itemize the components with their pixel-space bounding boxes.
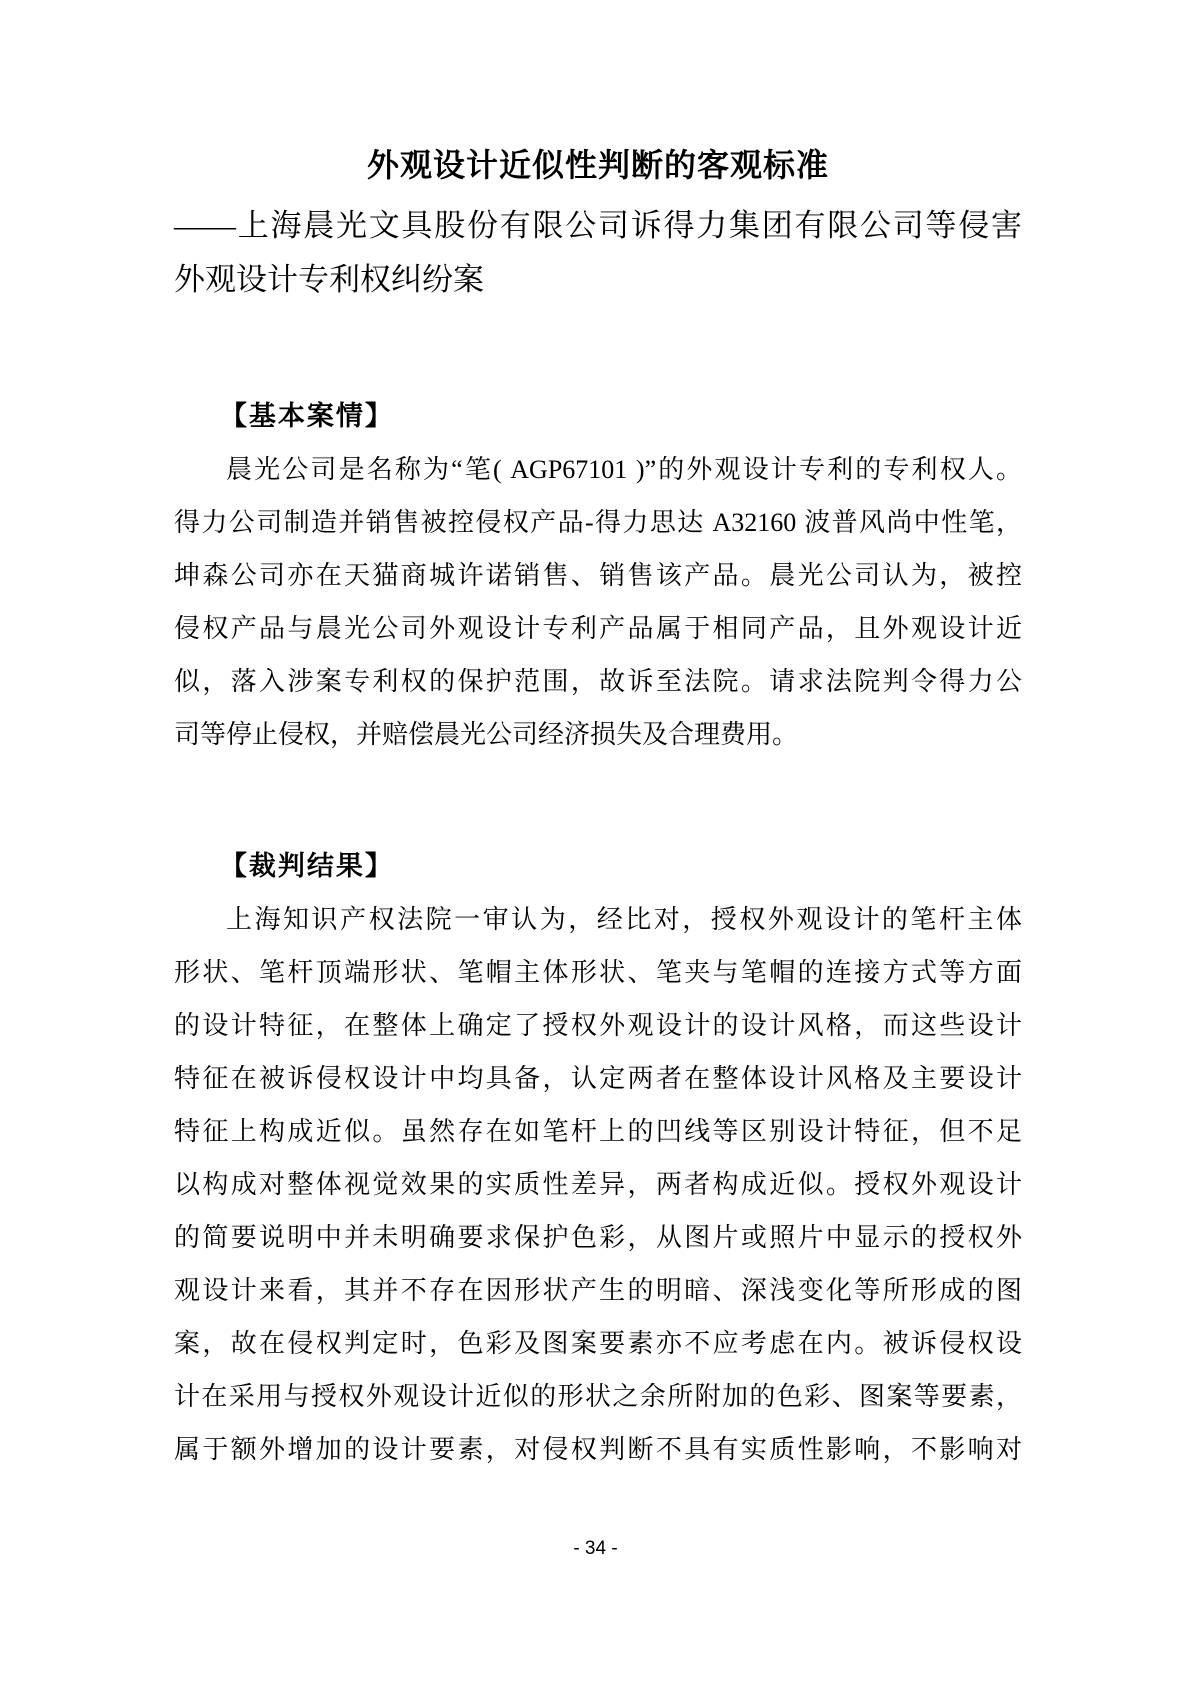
body-line: 的简要说明中并未明确要求保护色彩，从图片或照片中显示的授权外: [174, 1223, 1022, 1252]
body-line: 得力公司制造并销售被控侵权产品-得力思达 A32160 波普风尚中性笔，: [174, 508, 1022, 537]
document-title: 外观设计近似性判断的客观标准: [366, 147, 829, 183]
body-line: 案，故在侵权判定时，色彩及图案要素亦不应考虑在内。被诉侵权设: [174, 1329, 1022, 1358]
body-line: 的设计特征，在整体上确定了授权外观设计的设计风格，而这些设计: [174, 1011, 1022, 1040]
body-line: 以构成对整体视觉效果的实质性差异，两者构成近似。授权外观设计: [174, 1170, 1022, 1199]
body-line: 计在采用与授权外观设计近似的形状之余所附加的色彩、图案等要素，: [174, 1382, 1022, 1411]
body-line: 属于额外增加的设计要素，对侵权判断不具有实质性影响，不影响对: [174, 1435, 1022, 1464]
body-line: 形状、笔杆顶端形状、笔帽主体形状、笔夹与笔帽的连接方式等方面: [174, 958, 1022, 987]
body-line: 似，落入涉案专利权的保护范围，故诉至法院。请求法院判令得力公: [174, 667, 1022, 696]
section-heading-basic-facts: 【基本案情】: [219, 401, 394, 431]
body-line: 特征上构成近似。虽然存在如笔杆上的凹线等区别设计特征，但不足: [174, 1117, 1022, 1146]
body-line: 上海知识产权法院一审认为，经比对，授权外观设计的笔杆主体: [226, 905, 1022, 934]
subtitle-line: ——上海晨光文具股份有限公司诉得力集团有限公司等侵害: [174, 208, 1022, 243]
body-line: 侵权产品与晨光公司外观设计专利产品属于相同产品，且外观设计近: [174, 614, 1022, 643]
page-number: - 34 -: [573, 1538, 618, 1559]
body-line: 司等停止侵权，并赔偿晨光公司经济损失及合理费用。: [174, 720, 799, 749]
section-heading-judgment-result: 【裁判结果】: [219, 851, 394, 881]
subtitle-line: 外观设计专利权纠纷案: [174, 262, 484, 297]
document-subtitle: [174, 199, 1022, 307]
body-line: 晨光公司是名称为“笔( AGP67101 )”的外观设计专利的专利权人。: [226, 455, 1022, 484]
body-line: 观设计来看，其并不存在因形状产生的明暗、深浅变化等所形成的图: [174, 1276, 1022, 1305]
judgment-result-paragraph: [174, 893, 1022, 1476]
section-basic-facts: [174, 390, 1022, 761]
basic-facts-paragraph: [174, 443, 1022, 761]
body-line: 坤森公司亦在天猫商城许诺销售、销售该产品。晨光公司认为，被控: [174, 561, 1022, 590]
body-line: 特征在被诉侵权设计中均具备，认定两者在整体设计风格及主要设计: [174, 1064, 1022, 1093]
section-judgment-result: [174, 840, 1022, 1476]
